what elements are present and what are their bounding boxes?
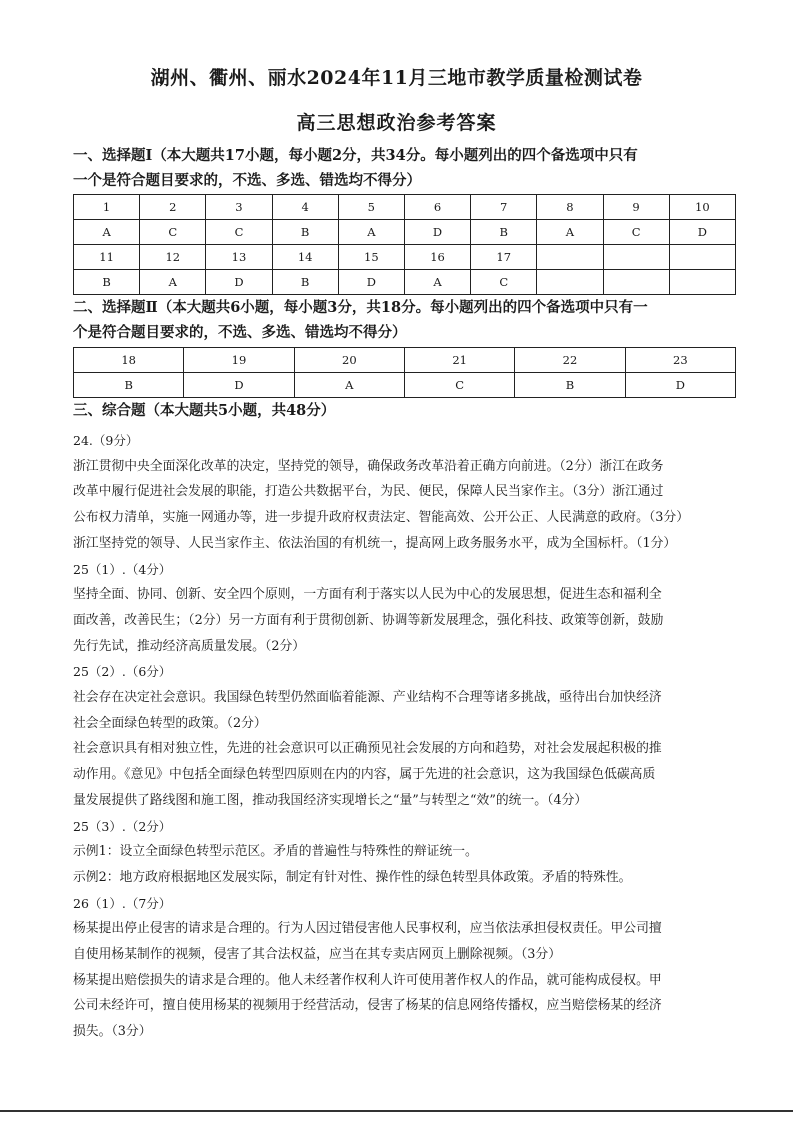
answer-line: 浙江坚持党的领导、人民当家作主、依法治国的有机统一，提高网上政务服务水平，成为全国标杆。（1分） [73, 535, 677, 551]
answer-line: 公布权力清单，实施一网通办等，进一步提升政府权责法定、智能高效、公开公正、人民满意的政府。（3分） [73, 510, 689, 526]
answer-line: 25（2）.（6分） [73, 664, 172, 680]
section1-table-cell [669, 245, 735, 270]
section1-table-cell: 13 [206, 245, 272, 270]
section1-table-cell: D [404, 220, 470, 245]
section2-answer-table [73, 347, 736, 398]
section1-table-cell: 10 [669, 195, 735, 220]
section1-table-row [74, 270, 736, 295]
section1-table-cell: 17 [471, 245, 537, 270]
bottom-divider [0, 1110, 793, 1112]
section1-table-cell: 15 [338, 245, 404, 270]
section2-table-cell: D [184, 373, 294, 398]
section1-table-cell [603, 245, 669, 270]
section1-table-cell: 1 [74, 195, 140, 220]
answer-line: 杨某提出赔偿损失的请求是合理的。他人未经著作权利人许可使用著作权人的作品，就可能构成侵权。甲 [73, 972, 662, 988]
section1-table-row [74, 195, 736, 220]
section2-table-cell: B [515, 373, 625, 398]
section2-heading [73, 295, 733, 345]
section1-table-cell: B [74, 270, 140, 295]
answer-line: 改革中履行促进社会发展的职能，打造公共数据平台，为民、便民，保障人民当家作主。（3分）浙江通过 [73, 484, 664, 500]
section1-table-cell: 5 [338, 195, 404, 220]
answer-line: 杨某提出停止侵害的请求是合理的。行为人因过错侵害他人民事权利，应当依法承担侵权责任。甲公司擅 [73, 921, 662, 937]
answer-line: 社会意识具有相对独立性，先进的社会意识可以正确预见社会发展的方向和趋势，对社会发展起积极的推 [73, 741, 662, 757]
section1-table-cell: A [404, 270, 470, 295]
section1-table-cell: 16 [404, 245, 470, 270]
section1-table-cell: 11 [74, 245, 140, 270]
section1-table-cell: 3 [206, 195, 272, 220]
answer-line: 24.（9分） [73, 433, 139, 448]
section1-table-cell: B [471, 220, 537, 245]
section2-table-cell: 23 [625, 348, 735, 373]
section1-table-cell: 9 [603, 195, 669, 220]
section1-table-cell: D [669, 220, 735, 245]
section2-table-cell: B [74, 373, 184, 398]
section2-table-cell: 19 [184, 348, 294, 373]
section2-table-cell: D [625, 373, 735, 398]
section1-table-cell: 7 [471, 195, 537, 220]
section1-table-cell: A [140, 270, 206, 295]
section1-table-cell [537, 245, 603, 270]
answer-line: 量发展提供了路线图和施工图，推动我国经济实现增长之“量”与转型之“效”的统一。（4分） [73, 792, 588, 808]
section2-table-cell: 21 [404, 348, 514, 373]
answer-line: 示例1：设立全面绿色转型示范区。矛盾的普遍性与特殊性的辩证统一。 [73, 844, 478, 860]
section1-table-cell: A [74, 220, 140, 245]
section1-table-row [74, 245, 736, 270]
section1-table-cell: C [603, 220, 669, 245]
section1-answer-table [73, 194, 736, 295]
section1-table-cell: D [338, 270, 404, 295]
answer-line: 动作用。《意见》中包括全面绿色转型四原则在内的内容，属于先进的社会意识，这为我国绿色低碳高质 [73, 767, 656, 783]
answer-line: 25（3）.（2分） [73, 818, 172, 834]
section2-table-cell: 22 [515, 348, 625, 373]
section1-table-cell: C [471, 270, 537, 295]
section2-table-row [74, 348, 736, 373]
section2-table-cell: 20 [294, 348, 404, 373]
answer-line: 先行先试，推动经济高质量发展。（2分） [73, 638, 306, 654]
section1-heading [73, 143, 733, 193]
answer-line: 坚持全面、协同、创新、安全四个原则，一方面有利于落实以人民为中心的发展思想，促进生态和福利全 [73, 587, 662, 603]
section1-table-cell [669, 270, 735, 295]
section1-table-cell: 2 [140, 195, 206, 220]
section1-table-cell: 6 [404, 195, 470, 220]
section1-table-cell: 8 [537, 195, 603, 220]
answer-line: 面改善，改善民生；（2分）另一方面有利于贯彻创新、协调等新发展理念，强化科技、政策等创新，鼓励 [73, 612, 664, 628]
section2-table-row [74, 373, 736, 398]
section1-table-cell: 12 [140, 245, 206, 270]
section1-table-cell: A [338, 220, 404, 245]
section1-table-cell: D [206, 270, 272, 295]
section1-table-cell: C [206, 220, 272, 245]
section1-table-cell [603, 270, 669, 295]
document-subtitle: 高三思想政治参考答案 [296, 112, 497, 134]
section2-heading-line2: 个是符合题目要求的，不选、多选、错选均不得分） [73, 324, 407, 341]
section1-heading-line1: 一、选择题Ⅰ（本大题共17小题，每小题2分，共34分。每小题列出的四个备选项中只有 [73, 147, 638, 164]
document-title: 湖州、衢州、丽水2024年11月三地市教学质量检测试卷 [150, 67, 643, 89]
section2-table-cell: 18 [74, 348, 184, 373]
answer-line: 公司未经许可，擅自使用杨某的视频用于经营活动，侵害了杨某的信息网络传播权，应当赔偿杨某的经济 [73, 998, 662, 1014]
answer-line: 25（1）.（4分） [73, 561, 172, 577]
section1-table-cell: B [272, 270, 338, 295]
answer-line: 社会全面绿色转型的政策。（2分） [73, 715, 267, 731]
answer-line: 社会存在决定社会意识。我国绿色转型仍然面临着能源、产业结构不合理等诸多挑战，亟待出台加快经济 [73, 690, 662, 706]
section1-table-cell: C [140, 220, 206, 245]
answer-line: 自使用杨某制作的视频，侵害了其合法权益，应当在其专卖店网页上删除视频。（3分） [73, 947, 562, 963]
answer-line: 26（1）.（7分） [73, 895, 172, 911]
answer-line: 浙江贯彻中央全面深化改革的决定，坚持党的领导，确保政务改革沿着正确方向前进。（2分）浙江在政务 [73, 458, 664, 474]
section1-table-cell: 14 [272, 245, 338, 270]
section2-table-cell: A [294, 373, 404, 398]
answer-line: 示例2：地方政府根据地区发展实际，制定有针对性、操作性的绿色转型具体政策。矛盾的特殊性。 [73, 869, 632, 885]
section3-heading: 三、综合题（本大题共5小题，共48分） [73, 402, 336, 419]
section1-table-cell: 4 [272, 195, 338, 220]
section2-table-cell: C [404, 373, 514, 398]
section1-table-cell: A [537, 220, 603, 245]
section3-body [73, 428, 723, 1045]
section2-heading-line1: 二、选择题Ⅱ（本大题共6小题，每小题3分，共18分。每小题列出的四个备选项中只有一 [73, 299, 648, 316]
section1-table-row [74, 220, 736, 245]
section1-table-cell [537, 270, 603, 295]
answer-line: 损失。（3分） [73, 1024, 152, 1040]
section1-heading-line2: 一个是符合题目要求的，不选、多选、错选均不得分） [73, 172, 421, 189]
section1-table-cell: B [272, 220, 338, 245]
